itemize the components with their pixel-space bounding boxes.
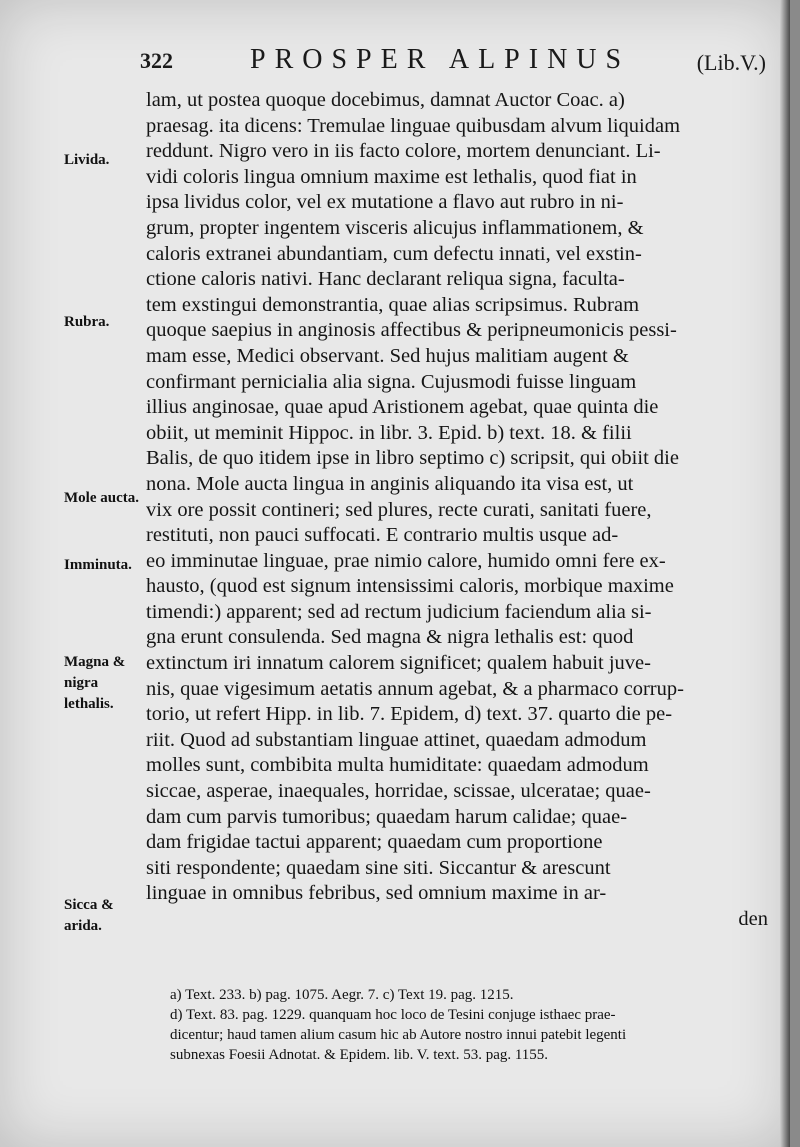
text-line: confirmant pernicialia alia signa. Cujusmodi fuisse linguam [146, 370, 637, 393]
margin-note: Rubra. [64, 314, 110, 330]
text-line: mam esse, Medici observant. Sed hujus malitiam augent & [146, 344, 629, 367]
text-line: illius anginosae, quae apud Aristionem agebat, quae quinta die [146, 396, 659, 419]
text-line: praesag. ita dicens: Tremulae linguae quibusdam alvum liquidam [146, 114, 681, 137]
text-line: torio, ut refert Hipp. in lib. 7. Epidem, d) text. 37. quarto die pe- [146, 703, 673, 726]
text-line: timendi:) apparent; sed ad rectum judicium faciendum alia si- [146, 600, 652, 623]
margin-note: Livida. [64, 152, 110, 168]
margin-note: Sicca & arida. [64, 897, 114, 934]
text-line: dam cum parvis tumoribus; quaedam harum calidae; quae- [146, 805, 628, 828]
text-line: vidi coloris lingua omnium maxime est lethalis, quod fiat in [146, 165, 637, 188]
footnote-line: d) Text. 83. pag. 1229. quanquam hoc loco de Tesini conjuge isthaec prae- [170, 1007, 616, 1023]
main-text [146, 88, 772, 933]
text-line: linguae in omnibus febribus, sed omnium maxime in ar- [146, 882, 607, 905]
text-line: grum, propter ingentem visceris alicujus inflammationem, & [146, 216, 644, 239]
text-line: ctione caloris nativi. Hanc declarant reliqua signa, faculta- [146, 268, 625, 291]
text-line: tem exstingui demonstrantia, quae alias scripsimus. Rubram [146, 293, 640, 316]
text-line: ipsa lividus color, vel ex mutatione a flavo aut rubro in ni- [146, 191, 624, 214]
text-line: Balis, de quo itidem ipse in libro septimo c) scripsit, qui obiit die [146, 447, 679, 470]
text-line: siccae, asperae, inaequales, horridae, scissae, ulceratae; quae- [146, 780, 651, 803]
page-edge [780, 0, 790, 1147]
margin-note: Mole aucta. [64, 490, 139, 506]
text-line: caloris extranei abundantiam, cum defectu innati, vel exstin- [146, 242, 642, 265]
text-line: extinctum iri innatum calorem significet; qualem habuit juve- [146, 652, 651, 675]
page-header [140, 44, 770, 84]
text-line: quoque saepius in anginosis affectibus & peripneumonicis pessi- [146, 319, 677, 342]
text-line: nis, quae vigesimum aetatis annum agebat, & a pharmaco corrup- [146, 677, 684, 700]
text-line: molles sunt, combibita multa humiditate: quaedam admodum [146, 754, 649, 777]
text-line: obiit, ut meminit Hippoc. in libr. 3. Epid. b) text. 18. & filii [146, 421, 632, 444]
text-line: reddunt. Nigro vero in iis facto colore, mortem denunciant. Li- [146, 140, 661, 163]
page-number: 322 [140, 48, 173, 73]
text-line: hausto, (quod est signum intensissimi caloris, morbique maxime [146, 575, 674, 598]
footnote-line: subnexas Foesii Adnotat. & Epidem. lib. V. text. 53. pag. 1155. [170, 1047, 549, 1063]
text-line: gna erunt consulenda. Sed magna & nigra lethalis est: quod [146, 626, 634, 649]
text-line: vix ore possit contineri; sed plures, recte curati, sanitati fuere, [146, 498, 652, 521]
catchword: den [738, 908, 768, 930]
text-line: dam frigidae tactui apparent; quaedam cum proportione [146, 831, 603, 854]
text-line: restituti, non pauci suffocati. E contrario multis usque ad- [146, 524, 619, 547]
text-line: eo imminutae linguae, prae nimio calore, humido omni fere ex- [146, 549, 666, 572]
footnotes [170, 985, 770, 1065]
text-line: nona. Mole aucta lingua in anginis aliquando ita visa est, ut [146, 472, 634, 495]
book-number: (Lib.V.) [696, 50, 766, 75]
text-line: siti respondente; quaedam sine siti. Siccantur & arescunt [146, 856, 611, 879]
text-line: lam, ut postea quoque docebimus, damnat Auctor Coac. a) [146, 89, 625, 111]
running-title: PROSPER ALPINUS [250, 44, 631, 75]
footnote-line: a) Text. 233. b) pag. 1075. Aegr. 7. c) Text 19. pag. 1215. [170, 987, 514, 1003]
footnote-line: dicentur; haud tamen alium casum hic ab Autore nostro innui patebit legenti [170, 1027, 627, 1043]
margin-note: Magna & nigra lethalis. [64, 654, 126, 712]
text-line: riit. Quod ad substantiam linguae attinet, quaedam admodum [146, 728, 647, 751]
margin-note: Imminuta. [64, 557, 132, 573]
